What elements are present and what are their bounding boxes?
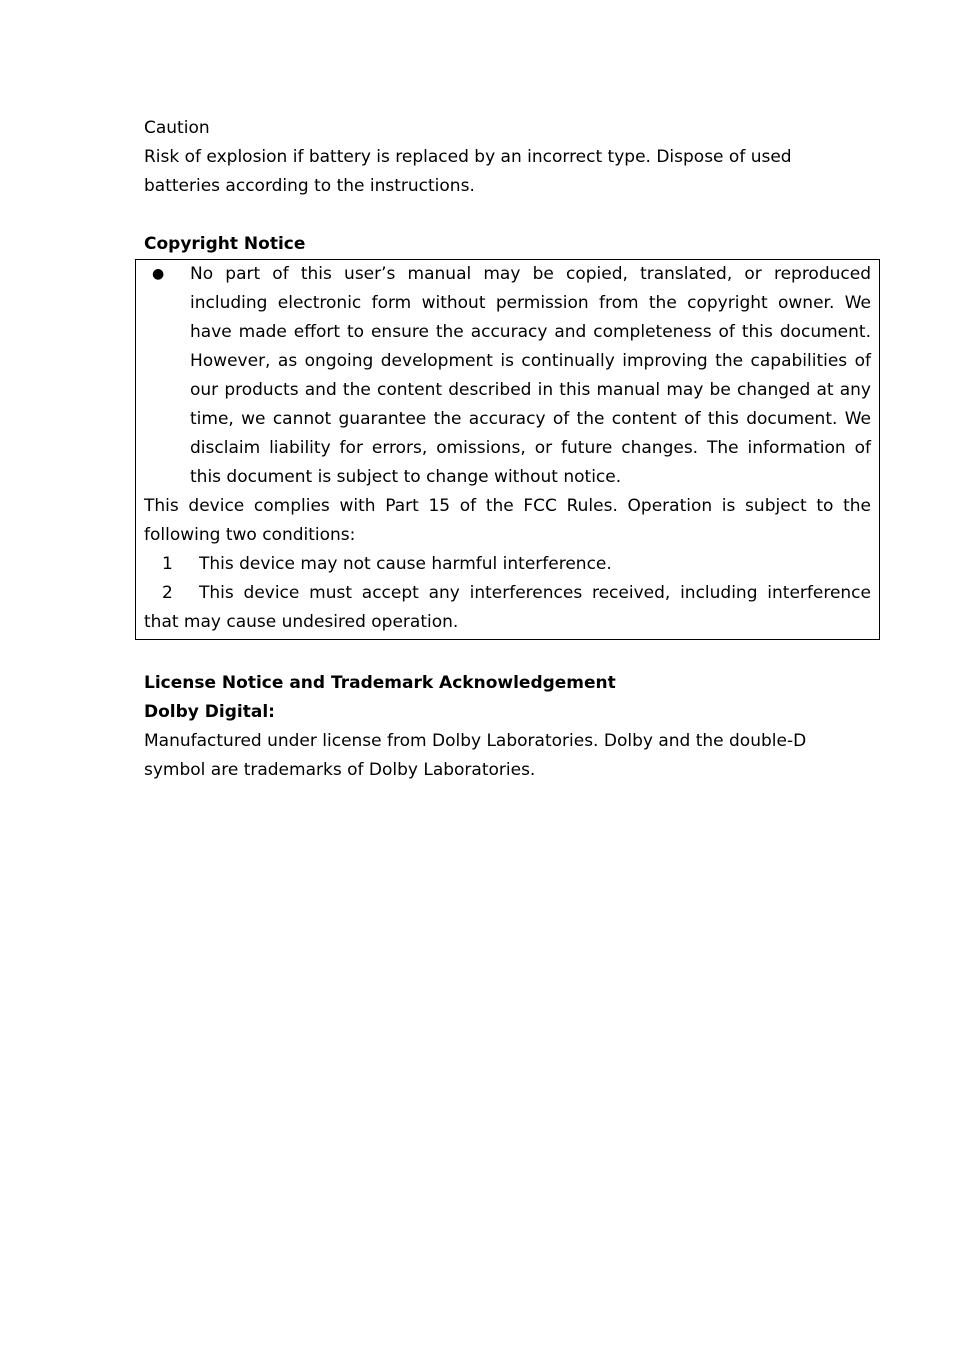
condition-text: This device must accept any interferences received, including interference that may cause undesired operation. (144, 583, 871, 632)
license-text-line-1: Manufactured under license from Dolby Laboratories. Dolby and the double-D (144, 731, 807, 751)
condition-text: This device may not cause harmful interference. (199, 554, 612, 574)
license-heading: License Notice and Trademark Acknowledgement (144, 673, 616, 693)
copyright-heading: Copyright Notice (144, 234, 306, 254)
copyright-notice-box (135, 259, 880, 640)
condition-number: 2 (162, 583, 173, 603)
fcc-condition-2 (144, 579, 871, 639)
caution-text-line-2: batteries according to the instructions. (144, 176, 475, 196)
copyright-bullet-text: No part of this user’s manual may be copied, translated, or reproduced including electronic form without permission from the copyright owner. We have made effort to ensure the accuracy and completeness of this document. However, as ongoing development is continually improving the capabilities of our products and the content described in this manual may be changed at any time, we cannot guarantee the accuracy of the content of this document. We disclaim liability for errors, omissions, or future changes. The information of this document is subject to change without notice. (190, 264, 871, 487)
copyright-bullet-item (144, 260, 871, 492)
bullet-dot-icon: ● (152, 266, 165, 282)
fcc-compliance-text: This device complies with Part 15 of the FCC Rules. Operation is subject to the following two conditions: (144, 496, 871, 545)
caution-text-line-1: Risk of explosion if battery is replaced by an incorrect type. Dispose of used (144, 147, 792, 167)
spacer (144, 640, 872, 669)
fcc-condition-1 (144, 550, 871, 579)
caution-title: Caution (144, 118, 210, 138)
dolby-subheading: Dolby Digital: (144, 702, 275, 722)
spacer (144, 201, 872, 230)
license-text-line-2: symbol are trademarks of Dolby Laboratories. (144, 760, 536, 780)
document-page (144, 114, 872, 785)
condition-number: 1 (162, 554, 173, 574)
